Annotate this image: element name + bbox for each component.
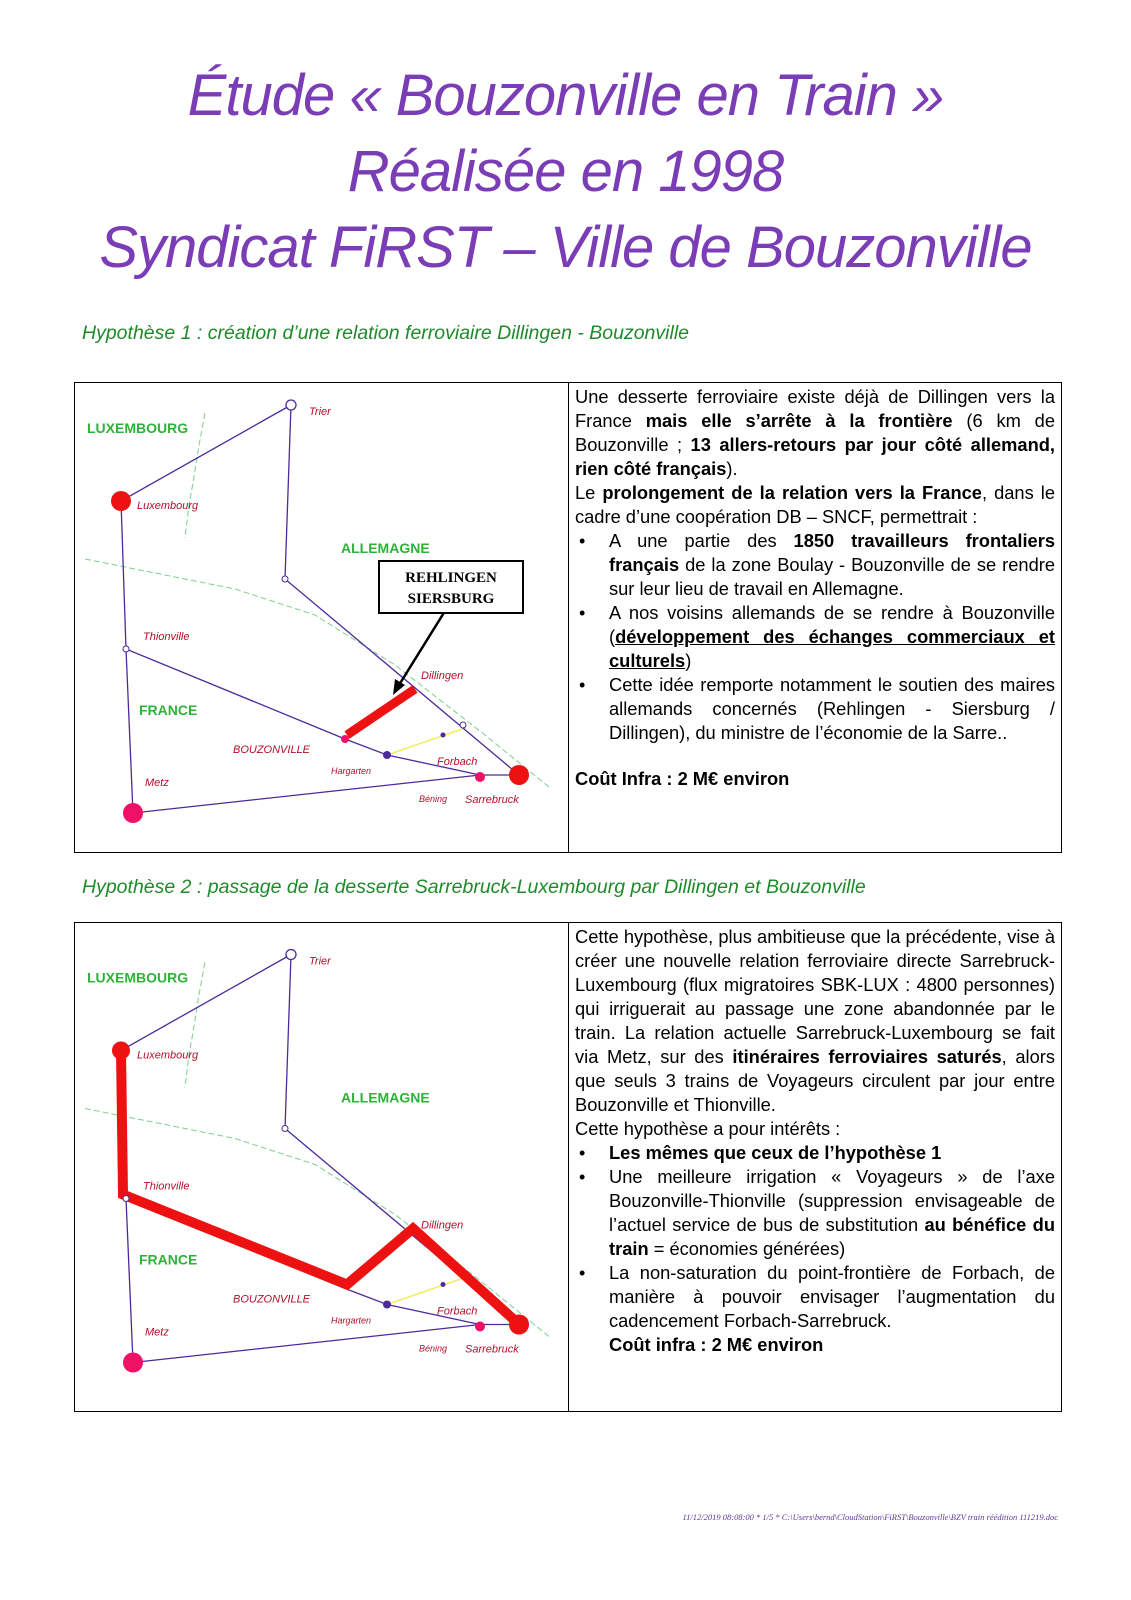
hypothesis-2-bullet-list <box>575 1141 1055 1333</box>
town-label-dillingen: Dillingen <box>421 1219 464 1232</box>
document-footer: 11/12/2019 08:08:00 * 1/5 * C:\Users\bernd\CloudStation\FiRST\Bouzonville\BZV train réédition 111219.doc <box>682 1512 1058 1522</box>
country-label-france: FRANCE <box>139 1251 198 1268</box>
hypothesis-2-table <box>74 922 1062 1412</box>
station-node-trier <box>286 400 296 410</box>
list-item <box>575 601 1055 673</box>
text-run-bold: itinéraires ferroviaires saturés <box>732 1046 1002 1067</box>
text-run-bold: prolongement de la relation vers la France <box>602 482 982 503</box>
station-node-luxembourg <box>111 491 131 511</box>
text-run: A nos voisins allemands de se rendre à Bouzonville ( <box>609 602 1055 647</box>
text-run: ) <box>685 650 692 671</box>
hypothesis-2-map <box>75 923 569 1413</box>
station-node-forbach <box>475 772 485 782</box>
rail-line <box>121 501 133 813</box>
text-run: = économies générées) <box>648 1238 846 1259</box>
station-node-bouzonville <box>341 735 349 743</box>
station-node <box>282 1126 288 1132</box>
text-run: Cette hypothèse, plus ambitieuse que la précédente, vise à créer une nouvelle relation ferroviaire directe Sarrebruck-Luxembourg (flux migratoires SBK-LUX : 4800 personnes) qui irriguerait au passage une zone abandonnée par le train. La relation actuelle Sarrebruck-Luxembourg se fait via Metz, sur des <box>575 926 1055 1067</box>
town-label-dillingen: Dillingen <box>421 670 464 682</box>
text-run: de la zone Boulay - Bouzonville de se rendre sur leur lieu de travail en Allemagne. <box>609 554 1055 599</box>
station-node <box>282 576 288 582</box>
text-run: Une desserte ferroviaire existe déjà de Dillingen vers la France <box>575 386 1055 431</box>
station-node-thionville <box>123 1196 129 1202</box>
station-node-hargarten <box>383 751 391 759</box>
text-run: (6 km de Bouzonville ; <box>575 410 1055 455</box>
country-label-luxembourg: LUXEMBOURG <box>87 969 189 986</box>
text-run-bold-underlined: développement des échanges commerciaux et culturels <box>609 626 1055 671</box>
town-label-sarrebruck: Sarrebruck <box>465 794 519 806</box>
town-label-hargarten: Hargarten <box>331 766 372 776</box>
title-line-3: Syndicat FiRST – Ville de Bouzonville <box>99 215 1032 280</box>
text-run: A une partie des <box>609 530 794 551</box>
title-line-1: Étude « Bouzonville en Train » <box>187 63 944 128</box>
text-run: Une meilleure irrigation « Voyageurs » de l’axe Bouzonville-Thionville (suppression envisageable de l’actuel service de bus de substitution <box>609 1166 1055 1235</box>
town-label-bening: Béning <box>419 794 448 804</box>
hypothesis-1-paragraph-2 <box>575 481 1055 529</box>
text-run: Le <box>575 482 603 503</box>
text-run-bold: 13 allers-retours par jour côté allemand, rien côté français <box>575 434 1056 479</box>
station-node-trier <box>286 950 296 960</box>
callout-line-2: SIERSBURG <box>407 591 495 607</box>
town-label-metz: Metz <box>145 1326 169 1339</box>
town-label-luxembourg: Luxembourg <box>137 1049 199 1062</box>
callout-line-1: REHLINGEN <box>405 570 497 586</box>
town-label-forbach: Forbach <box>437 756 478 768</box>
town-label-trier: Trier <box>309 955 331 968</box>
hypothesis-1-cost: Coût Infra : 2 M€ environ <box>575 768 790 789</box>
station-node-luxembourg <box>112 1042 130 1060</box>
hypothesis-1-heading: Hypothèse 1 : création d’une relation ferroviaire Dillingen - Bouzonville <box>82 322 689 344</box>
station-node-sarrebruck <box>509 765 529 785</box>
rail-link <box>387 728 465 755</box>
town-label-sarrebruck: Sarrebruck <box>465 1343 519 1356</box>
hypothesis-2-text <box>575 925 1055 1357</box>
town-label-metz: Metz <box>145 777 169 789</box>
country-label-france: FRANCE <box>139 702 198 718</box>
hypothesis-1-map-cell <box>75 383 569 852</box>
town-label-thionville: Thionville <box>143 1180 190 1193</box>
rail-link <box>387 1278 465 1305</box>
text-run-bold: au bénéfice du train <box>609 1214 1055 1259</box>
list-item <box>575 1141 1055 1165</box>
station-node <box>460 722 466 728</box>
country-label-allemagne: ALLEMAGNE <box>341 540 430 556</box>
list-item <box>575 1165 1055 1261</box>
list-item <box>575 529 1055 601</box>
hypothesis-1-paragraph-1 <box>575 385 1055 481</box>
text-run: , dans le cadre d’une coopération DB – SNCF, permettrait : <box>575 482 1055 527</box>
town-label-bouzonville: BOUZONVILLE <box>233 744 311 756</box>
station-node-metz <box>123 1353 143 1373</box>
text-run-bold: mais elle s’arrête à la frontière <box>645 410 953 431</box>
text-run: , alors que seuls 3 trains de Voyageurs circulent par jour entre Bouzonville et Thionville. <box>575 1046 1055 1115</box>
hypothesis-2-map-cell <box>75 923 569 1411</box>
station-node-metz <box>123 803 143 823</box>
rail-line <box>133 1325 519 1363</box>
title-line-2: Réalisée en 1998 <box>347 139 784 204</box>
hypothesis-2-paragraph-1 <box>575 925 1055 1117</box>
town-label-trier: Trier <box>309 406 331 418</box>
station-node <box>441 733 446 738</box>
hypothesis-1-text <box>575 385 1055 791</box>
station-node-hargarten <box>383 1301 391 1309</box>
list-item: • Cette idée remporte notamment le soutien des maires allemands concernés (Rehlingen - Siersburg / Dillingen), du ministre de l’économie de la Sarre.. <box>575 673 1055 745</box>
border-line <box>85 1109 549 1337</box>
station-node-sarrebruck <box>509 1315 529 1335</box>
hypothesis-1-bullet-list <box>575 529 1055 745</box>
town-label-luxembourg: Luxembourg <box>137 500 199 512</box>
station-node <box>441 1282 446 1287</box>
hypothesis-1-map <box>75 383 569 854</box>
station-node-thionville <box>123 646 129 652</box>
station-node-forbach <box>475 1322 485 1332</box>
country-label-allemagne: ALLEMAGNE <box>341 1089 430 1106</box>
town-label-forbach: Forbach <box>437 1305 478 1318</box>
list-item: • La non-saturation du point-frontière de Forbach, de manière à pouvoir envisager l’augmentation du cadencement Forbach-Sarrebruck. <box>575 1261 1055 1333</box>
rail-line <box>133 775 519 813</box>
town-label-bouzonville: BOUZONVILLE <box>233 1293 311 1306</box>
town-label-bening: Béning <box>419 1343 448 1354</box>
text-run-bold: 1850 travailleurs frontaliers français <box>609 530 1055 575</box>
hypothesis-2-cost: Coût infra : 2 M€ environ <box>609 1334 824 1355</box>
town-label-thionville: Thionville <box>143 631 190 643</box>
hypothesis-1-table <box>74 382 1062 853</box>
hypothesis-2-heading: Hypothèse 2 : passage de la desserte Sarrebruck-Luxembourg par Dillingen et Bouzonville <box>82 876 866 898</box>
hypothesis-2-paragraph-2: Cette hypothèse a pour intérêts : <box>575 1118 841 1139</box>
document-title <box>0 58 1131 286</box>
text-run: ). <box>726 458 738 479</box>
text-run-bold: Les mêmes que ceux de l’hypothèse 1 <box>609 1142 942 1163</box>
country-label-luxembourg: LUXEMBOURG <box>87 420 189 436</box>
town-label-hargarten: Hargarten <box>331 1315 372 1326</box>
proposed-rail-link <box>347 689 415 735</box>
